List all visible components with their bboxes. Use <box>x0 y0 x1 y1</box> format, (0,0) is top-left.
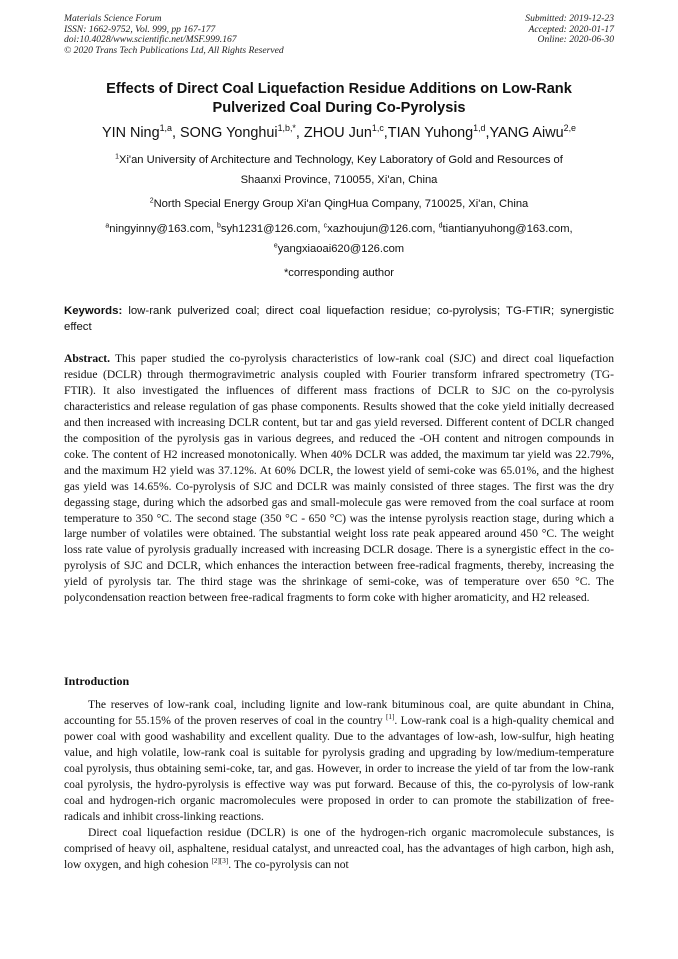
abstract-label: Abstract. <box>64 352 111 365</box>
author-name: ZHOU Jun <box>303 125 372 141</box>
abstract-text: This paper studied the co-pyrolysis characteristics of low-rank coal (SJC) and direct coal liquefaction residue (DCLR) through thermogravimetric analysis coupled with Fourier transform infrared spectrometry (TG-FTIR). It also investigated the influences of different mass fractions of DCLR to SJC on the co-pyrolysis characteristics and release regulation of gas phase components. Results showed that the coke yield initially decreased and then increased with increasing DCLR content, but tar and gas yield reversed. Different content of DCLR changed the composition of the pyrolysis gas in various degrees, and reduced the -OH content and nitrogen compounds in coke. The content of H2 increased monotonically. When 40% DCLR was added, the maximum tar yield was 22.79%, and the maximum H2 yield was 37.12%. At 60% DCLR, the lowest yield of semi-coke was 65.01%, and the highest gas yield was 14.65%. Co-pyrolysis of SJC and DCLR was mainly consisted of three stages. The first was the dry degassing stage, during which the adsorbed gas and small-molecule gas were removed from the coal surface at room temperature to 350 °C. The second stage (350 °C - 650 °C) was the intense pyrolysis reaction stage, during which a large number of volatiles were obtained. The substantial weight loss rate peak appeared around 450 °C. The weight loss rate value of pyrolysis gradually increased with increasing DCLR dosage. There is a synergistic effect in the co-pyrolysis of SJC and DCLR, which enhances the interaction between free-radical fragments, thereby, increasing the yield of pyrolysis tar. The third stage was the shrinkage of semi-coke, was of temperature over 650 °C. The polycondensation reaction between free-radical fragments to form coke with higher aromaticity, and H2 released. <box>64 352 614 605</box>
submitted-date: Submitted: 2019-12-23 <box>525 13 614 24</box>
author-affiliation-mark: 1,b,* <box>277 123 296 134</box>
accepted-date: Accepted: 2020-01-17 <box>528 23 614 35</box>
author-name: YIN Ning <box>101 125 160 141</box>
email-mark: e <box>273 242 278 250</box>
email-mark: d <box>438 222 443 230</box>
issn-line: ISSN: 1662-9752, Vol. 999, pp 167-177 <box>64 23 216 35</box>
online-date: Online: 2020-06-30 <box>537 34 614 46</box>
introduction-body <box>64 697 614 872</box>
email-link[interactable]: yangxiaoai620@126.com <box>277 243 405 255</box>
author-name: TIAN Yuhong <box>387 125 474 141</box>
dates-header <box>525 14 614 46</box>
author-separator: , <box>485 125 490 141</box>
paragraph-text: . Low-rank coal is a high-quality chemical and power coal with good washability and excellent quality. Due to the advantages of low-ash, low-sulfur, high heating value, and high volatile, low-rank coal is suitable for pyrolysis grading and upgrading by low/medium-temperature coal pyrolysis, thus obtaining semi-coke, tar, and gas. However, in order to increase the yield of tar from the low-rank coal pyrolysis, the hydro-pyrolysis is effective way was put forward. Because of this, the co-pyrolysis of low-rank coal and hydrogen-rich organic macromolecules were proposed in order to can promote the stabilization of free-radicals and inhibit cross-linking reactions. <box>64 713 615 823</box>
journal-header <box>64 14 284 56</box>
email-mark: a <box>105 222 110 230</box>
affiliation-text: Shaanxi Province, 710055, Xi'an, China <box>240 174 438 186</box>
citation[interactable]: [1] <box>386 713 395 722</box>
author-separator: , <box>295 125 304 141</box>
abstract-section <box>64 351 614 606</box>
citation[interactable]: [2][3] <box>211 856 229 865</box>
keywords-label: Keywords: <box>64 305 123 317</box>
paragraph <box>64 825 614 873</box>
email-link[interactable]: ningyinny@163.com, <box>109 223 217 235</box>
email-link[interactable]: tiantianyuhong@163.com, <box>442 223 573 235</box>
author-affiliation-mark: 1,a <box>159 123 172 134</box>
doi-line[interactable]: doi:10.4028/www.scientific.net/MSF.999.167 <box>64 34 237 46</box>
paragraph-text: The reserves of low-rank coal, including lignite and low-rank bituminous coal, are quite abundant in China, accounting for 55.15% of the proven reserves of coal in the country <box>64 698 614 727</box>
copyright-line: © 2020 Trans Tech Publications Ltd, All Rights Reserved <box>64 44 284 56</box>
title-line: Effects of Direct Coal Liquefaction Residue Additions on Low-Rank <box>106 81 572 97</box>
author-name: YANG Aiwu <box>489 125 564 141</box>
keywords-text: low-rank pulverized coal; direct coal liquefaction residue; co-pyrolysis; TG-FTIR; synergistic effect <box>64 305 614 333</box>
affiliation-2 <box>60 194 618 214</box>
email-link[interactable]: xazhoujun@126.com, <box>327 223 439 235</box>
affiliation-number: 1 <box>115 153 119 161</box>
author-affiliation-mark: 2,e <box>563 123 577 134</box>
author-list <box>30 124 648 142</box>
introduction-heading: Introduction <box>64 674 130 688</box>
email-mark: b <box>217 222 221 230</box>
paragraph-text: Direct coal liquefaction residue (DCLR) is one of the hydrogen-rich organic macromolecule substances, is comprised of heavy oil, asphaltene, residual catalyst, and unreacted coal, has the advantages of high carbon, high ash, low oxygen, and high cohesion <box>64 825 614 871</box>
paper-title <box>50 80 628 117</box>
paragraph-text: . The co-pyrolysis can not <box>228 857 349 871</box>
affiliation-1 <box>60 150 618 190</box>
keywords-section <box>64 303 614 335</box>
paragraph <box>64 697 614 825</box>
author-separator: , <box>383 125 388 141</box>
email-link[interactable]: syh1231@126.com, <box>220 223 324 235</box>
title-line: Pulverized Coal During Co-Pyrolysis <box>212 99 466 116</box>
affiliation-text: Xi'an University of Architecture and Technology, Key Laboratory of Gold and Resources of <box>118 154 563 166</box>
author-affiliation-mark: 1,d <box>473 123 486 134</box>
journal-name: Materials Science Forum <box>64 13 162 24</box>
author-emails <box>60 219 618 259</box>
email-mark: c <box>323 222 328 230</box>
corresponding-author-note: *corresponding author <box>283 267 395 279</box>
affiliation-text: North Special Energy Group Xi'an QingHua Company, 710025, Xi'an, China <box>153 198 529 210</box>
author-separator: , <box>171 125 180 141</box>
affiliation-number: 2 <box>149 197 154 205</box>
author-affiliation-mark: 1,c <box>371 123 384 134</box>
author-name: SONG Yonghui <box>179 125 278 141</box>
